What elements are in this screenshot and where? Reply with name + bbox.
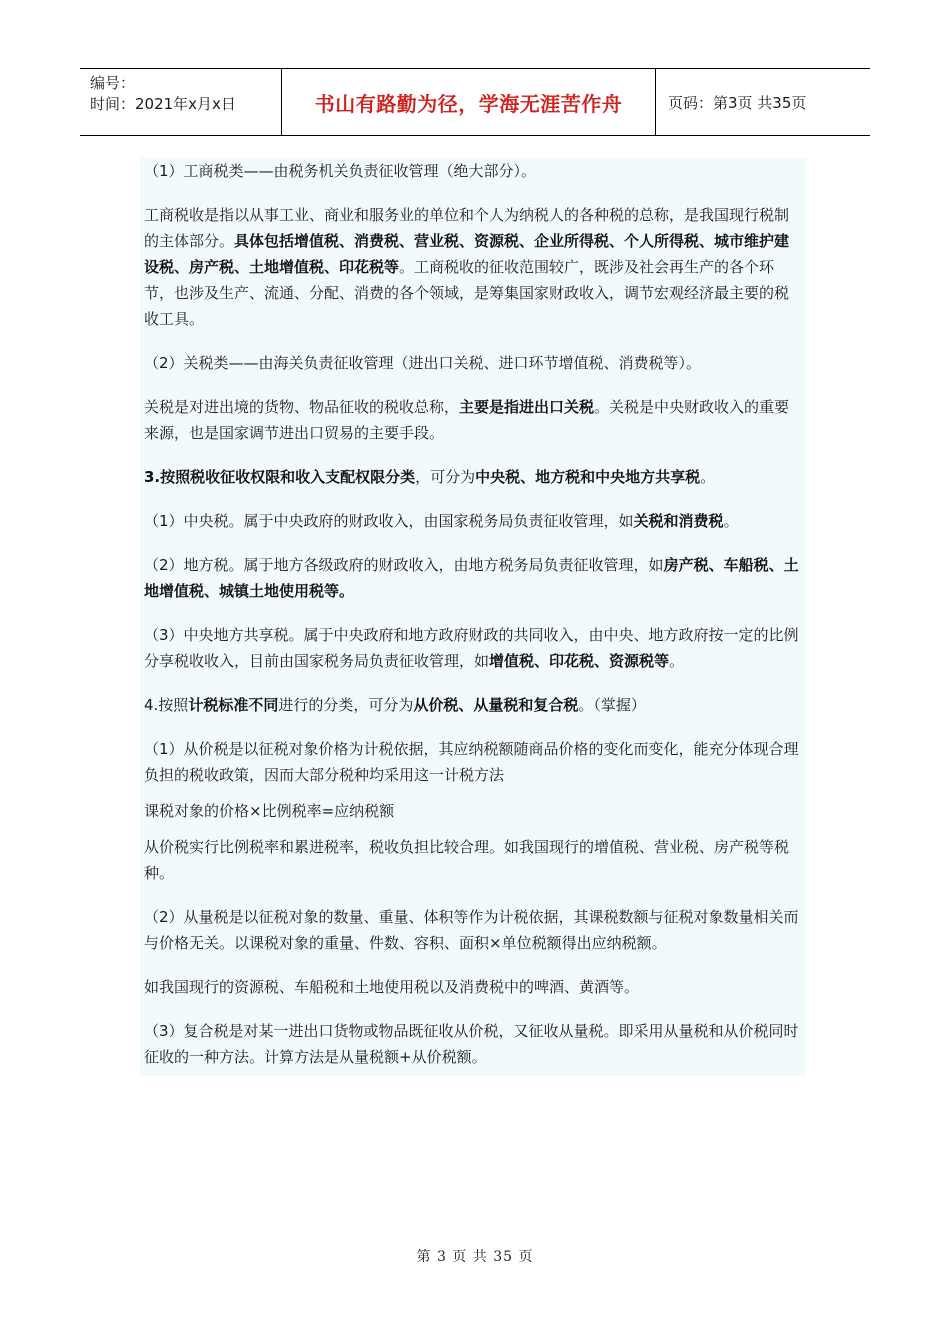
text-run: 从价税实行比例税率和累进税率，税收负担比较合理。如我国现行的增值税、营业税、房产税等税种。 <box>144 838 790 882</box>
text-run: （2）从量税是以征税对象的数量、重量、体积等作为计税依据，其课税数额与征税对象数量相关而与价格无关。以课税对象的重量、件数、容积、面积×单位税额得出应纳税额。 <box>144 908 799 952</box>
paragraph <box>144 202 802 332</box>
bold-text-run: 从价税、从量税和复合税 <box>413 696 579 714</box>
paragraph <box>144 974 802 1000</box>
text-run: （3）复合税是对某一进出口货物或物品既征收从价税，又征收从量税。即采用从量税和从价税同时征收的一种方法。计算方法是从量税额+从价税额。 <box>144 1022 799 1066</box>
paragraph <box>144 158 802 184</box>
header-motto: 书山有路勤为径，学海无涯苦作舟 <box>282 69 656 135</box>
text-run: （2）地方税。属于地方各级政府的财政收入，由地方税务局负责征收管理，如 <box>144 556 664 574</box>
document-body <box>140 158 806 1076</box>
paragraph <box>144 552 802 604</box>
header-meta <box>80 69 282 135</box>
text-run: 。工商税收的征收范围较广，既涉及社会再生产的各个环节，也涉及生产、流通、分配、消费的各个领域，是筹集国家财政收入，调节宏观经济最主要的税收工具。 <box>144 258 790 328</box>
paragraph <box>144 508 802 534</box>
text-run: 如我国现行的资源税、车船税和土地使用税以及消费税中的啤酒、黄酒等。 <box>144 978 640 996</box>
text-run: 。关税是中央财政收入的重要来源，也是国家调节进出口贸易的主要手段。 <box>144 398 790 442</box>
paragraph <box>144 904 802 956</box>
page-footer: 第 3 页 共 35 页 <box>416 1249 534 1265</box>
document-number-label: 编号： <box>90 74 136 92</box>
paragraph <box>144 736 802 788</box>
text-run: 工商税收是指以从事工业、商业和服务业的单位和个人为纳税人的各种税的总称，是我国现行税制的主体部分。 <box>144 206 790 250</box>
text-run: 。 <box>700 468 716 486</box>
text-run: 进行的分类，可分为 <box>278 696 414 714</box>
text-run: （1）工商税类——由税务机关负责征收管理（绝大部分）。 <box>144 162 537 180</box>
text-run: 。（掌握） <box>578 696 646 714</box>
bold-text-run: 关税和消费税 <box>633 512 724 530</box>
bold-text-run: 计税标准不同 <box>188 696 279 714</box>
text-run: （1）从价税是以征税对象价格为计税依据，其应纳税额随商品价格的变化而变化，能充分体现合理负担的税收政策，因而大部分税种均采用这一计税方法 <box>144 740 799 784</box>
text-run: 4.按照 <box>144 696 189 714</box>
text-run: 关税是对进出境的货物、物品征收的税收总称， <box>144 398 460 416</box>
text-run: 。 <box>669 652 685 670</box>
bold-text-run: 中央税、地方税和中央地方共享税 <box>475 468 701 486</box>
paragraph <box>144 692 802 718</box>
bold-text-run: 具体包括增值税、消费税、营业税、资源税、企业所得税、个人所得税、城市维护建设税、房产税、土地增值税、印花税等 <box>144 232 790 276</box>
paragraph <box>144 1018 802 1070</box>
paragraph <box>144 464 802 490</box>
text-run: 。 <box>723 512 739 530</box>
bold-text-run: 3.按照税收征收权限和收入支配权限分类 <box>144 468 416 486</box>
paragraph <box>144 798 802 824</box>
paragraph <box>144 350 802 376</box>
text-run: （3）中央地方共享税。属于中央政府和地方政府财政的共同收入，由中央、地方政府按一定的比例分享税收收入，目前由国家税务局负责征收管理，如 <box>144 626 799 670</box>
paragraph <box>144 834 802 886</box>
bold-text-run: 主要是指进出口关税 <box>459 398 595 416</box>
text-run: 课税对象的价格×比例税率=应纳税额 <box>144 802 395 820</box>
document-date-label: 时间：2021年x月x日 <box>90 95 236 113</box>
text-run: ，可分为 <box>415 468 476 486</box>
page-header <box>80 68 870 136</box>
text-run: （2）关税类——由海关负责征收管理（进出口关税、进口环节增值税、消费税等）。 <box>144 354 702 372</box>
header-page-number: 页码：第3页 共35页 <box>668 93 807 112</box>
paragraph <box>144 394 802 446</box>
text-run: （1）中央税。属于中央政府的财政收入，由国家税务局负责征收管理，如 <box>144 512 634 530</box>
bold-text-run: 房产税、车船税、土地增值税、城镇土地使用税等。 <box>144 556 799 600</box>
paragraph <box>144 622 802 674</box>
bold-text-run: 增值税、印花税、资源税等 <box>489 652 670 670</box>
